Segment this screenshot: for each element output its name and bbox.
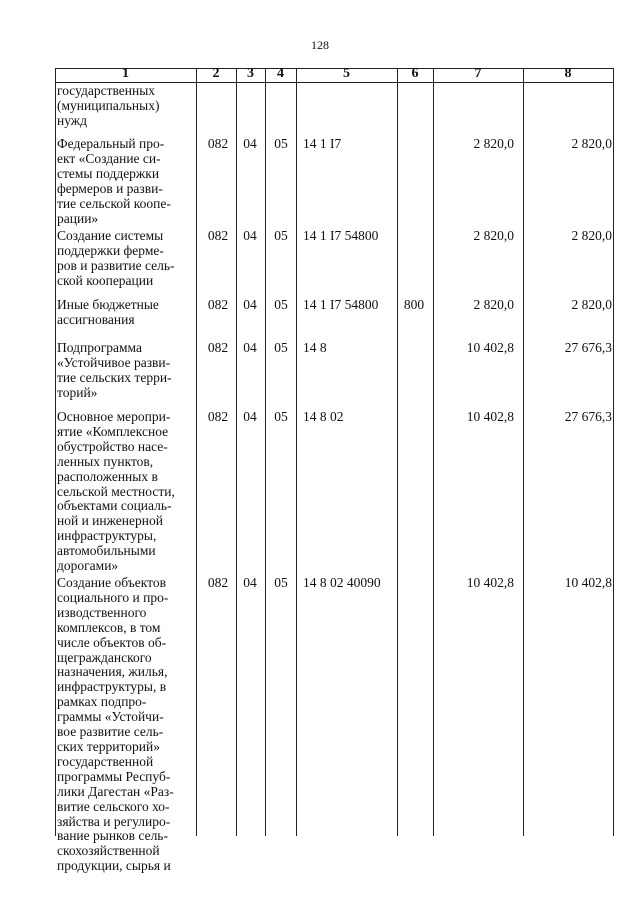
- row-name: Иные бюджетные ассигнования: [57, 297, 159, 327]
- amount-year-2: 10 402,8: [564, 575, 612, 590]
- amount-year-1: 2 820,0: [473, 136, 514, 151]
- column-header-4: 4: [277, 66, 284, 81]
- column-divider: [196, 68, 197, 836]
- column-divider: [433, 68, 434, 836]
- target-article-code: 14 8 02 40090: [303, 575, 381, 590]
- column-divider: [296, 68, 297, 836]
- amount-year-1: 10 402,8: [466, 575, 514, 590]
- row-name: Федеральный про- ект «Создание си- стемы поддержки фермеров и разви- тие сельской коопе- рации»: [57, 136, 171, 226]
- column-header-7: 7: [474, 66, 482, 81]
- section-code: 04: [243, 228, 257, 243]
- column-divider: [397, 68, 398, 836]
- column-header-6: 6: [411, 66, 419, 81]
- row-name: Основное меропри- ятие «Комплексное обустройство насе- ленных пунктов, расположенных в сельской местности, объектами социаль- ной и инженерной инфраструктуры, автомобильными дорогами»: [57, 409, 175, 574]
- amount-year-1: 10 402,8: [466, 340, 514, 355]
- subsection-code: 05: [274, 575, 288, 590]
- ministry-code: 082: [207, 409, 229, 424]
- subsection-code: 05: [274, 297, 288, 312]
- subsection-code: 05: [274, 136, 288, 151]
- column-header-3: 3: [247, 66, 254, 81]
- row-name: Подпрограмма «Устойчивое разви- тие сельских терри- торий»: [57, 340, 172, 400]
- target-article-code: 14 8 02: [303, 409, 344, 424]
- section-code: 04: [243, 297, 257, 312]
- column-divider: [236, 68, 237, 836]
- amount-year-2: 2 820,0: [571, 136, 612, 151]
- ministry-code: 082: [207, 297, 229, 312]
- amount-year-1: 2 820,0: [473, 228, 514, 243]
- amount-year-2: 2 820,0: [571, 228, 612, 243]
- row-name: Создание системы поддержки ферме- ров и развитие сель- ской кооперации: [57, 228, 175, 288]
- column-header-5: 5: [343, 66, 350, 81]
- section-code: 04: [243, 340, 257, 355]
- target-article-code: 14 1 I7: [303, 136, 342, 151]
- subsection-code: 05: [274, 228, 288, 243]
- column-header-2: 2: [212, 66, 220, 81]
- amount-year-2: 27 676,3: [564, 340, 612, 355]
- column-header-8: 8: [564, 66, 572, 81]
- table-right-border: [613, 68, 614, 836]
- column-divider: [265, 68, 266, 836]
- section-code: 04: [243, 136, 257, 151]
- ministry-code: 082: [207, 575, 229, 590]
- section-code: 04: [243, 409, 257, 424]
- row-name: Создание объектов социального и про- изводственного комплексов, в том числе объектов об- щегражданского назначения, жилья, инфраструктуры, в рамках подпро- граммы «Устойчи- вое развитие сель- ских территорий» государственной программы Респуб- лики Дагестан «Раз- витие сельского хо- зяйства и регулиро- вание рынков сель- скохозяйственной продукции, сырья и: [57, 575, 174, 874]
- section-code: 04: [243, 575, 257, 590]
- subsection-code: 05: [274, 409, 288, 424]
- ministry-code: 082: [207, 136, 229, 151]
- page-number: 128: [311, 38, 329, 52]
- expense-type-code: 800: [403, 297, 425, 312]
- amount-year-2: 27 676,3: [564, 409, 612, 424]
- ministry-code: 082: [207, 340, 229, 355]
- column-divider: [523, 68, 524, 836]
- target-article-code: 14 1 I7 54800: [303, 297, 379, 312]
- table-left-border: [55, 68, 56, 836]
- amount-year-2: 2 820,0: [571, 297, 612, 312]
- ministry-code: 082: [207, 228, 229, 243]
- target-article-code: 14 8: [303, 340, 327, 355]
- amount-year-1: 10 402,8: [466, 409, 514, 424]
- target-article-code: 14 1 I7 54800: [303, 228, 379, 243]
- subsection-code: 05: [274, 340, 288, 355]
- amount-year-1: 2 820,0: [473, 297, 514, 312]
- row-name: государственных (муниципальных) нужд: [57, 83, 160, 128]
- column-header-1: 1: [122, 66, 129, 81]
